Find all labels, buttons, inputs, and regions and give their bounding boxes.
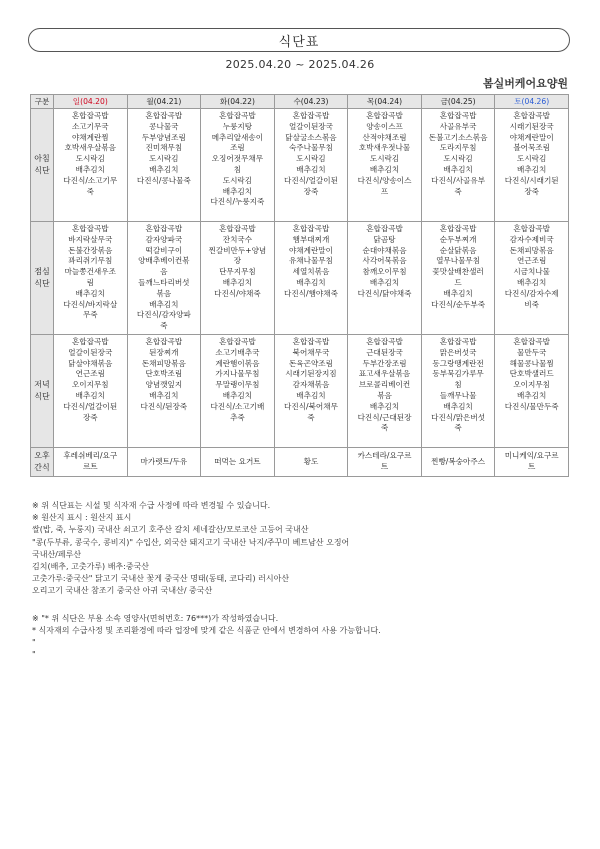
menu-cell [127,448,201,477]
menu-item: 세열치볶음 [292,267,330,277]
menu-item: 황도 [303,456,319,466]
menu-item: 추죽 [230,412,245,422]
menu-cell [54,335,128,448]
menu-cell [201,448,275,477]
menu-item: 배추김치 [149,164,179,174]
menu-item: 가지나물무침 [215,369,260,379]
row-label-line: 아침 [34,154,50,163]
menu-item: 죽 [86,186,94,196]
menu-item: 떡갈비구이 [145,245,183,255]
menu-item: 들깨느타리버섯 [138,277,190,287]
menu-item: 다진식/순두부죽 [431,299,486,309]
menu-item: 시래기된장지짐 [285,369,337,379]
footer-line: " [32,650,36,659]
menu-item: 배추김치 [517,277,547,287]
menu-cell [348,448,422,477]
menu-item: 북어채무국 [292,347,330,357]
menu-item: 혼합잡곡밥 [366,337,403,346]
menu-item: 혼합잡곡밥 [513,224,551,233]
menu-item: 계란햄이볶음 [215,358,260,368]
menu-item: 트 [528,462,536,471]
menu-item: 배추김치 [222,186,253,196]
menu-item: 배추김치 [369,401,400,411]
menu-item: 동부묵김가루무 [432,369,484,379]
menu-item: 다진식/된장죽 [140,401,188,411]
menu-item: 브로콜리베이컨 [358,380,411,390]
menu-item: 혼합잡곡밥 [71,111,109,120]
menu-item: 연근조림 [75,369,105,379]
note-line: 오리고기 국내산 참조기 중국산 아귀 국내산/ 중국산 [32,586,213,596]
menu-item: 혼합잡곡밥 [145,111,183,120]
menu-item: 혼합잡곡밥 [219,224,256,233]
menu-item: 찐빵/복숭아주스 [431,456,486,466]
table-header-row [31,95,569,109]
menu-item: 마가렛트/두유 [140,456,188,466]
menu-cell [421,448,495,477]
menu-item: 배추김치 [75,288,105,298]
menu-item: 혼합잡곡밥 [145,224,183,233]
menu-item: 감자양파국 [145,234,183,244]
day-header-1: 월(04.21) [127,95,201,109]
menu-item: 다진식/얼갈이된 [63,401,118,411]
menu-item: 얼갈이된장국 [68,347,113,357]
menu-item: 야채계란찜 [71,132,109,142]
menu-item: 배추김치 [149,390,179,400]
note-line: ※ 위 식단표는 시설 및 식자재 수급 사정에 따라 변경될 수 있습니다. [32,501,271,510]
menu-item: 혼합잡곡밥 [219,337,256,346]
table-row [31,109,569,222]
menu-item: 진미채무침 [145,143,183,153]
day-header-5: 금(04.25) [421,95,495,109]
menu-item: 혼합잡곡밥 [366,111,403,120]
menu-item: 다진식/야채죽 [214,288,261,298]
row-label-line: 저녁 [34,380,50,389]
menu-item: 배추김치 [517,390,547,400]
menu-item: 죽 [160,321,168,331]
menu-item: 닭살굴소스볶음 [285,132,337,142]
menu-item: 혼합잡곡밥 [145,337,183,346]
menu-item: 잔치국수 [222,234,253,244]
note-line: 국내산/페루산 [32,549,82,559]
menu-item: 오이지무침 [513,380,551,390]
menu-item: 표고새우살볶음 [358,369,411,379]
menu-item: 도시락김 [222,175,253,185]
menu-item: 혼합잡곡밥 [292,224,330,233]
menu-item: 소고기무국 [71,121,109,131]
menu-item: 다진식/햄야채죽 [284,288,338,298]
menu-item: 침 [454,380,462,390]
corner-header: 구분 [31,95,54,109]
menu-item: 배추김치 [222,277,253,287]
menu-item: 찐갈비만두+양념 [208,245,267,255]
menu-item: 오징어젓무채무 [211,154,264,164]
day-header-2: 화(04.22) [201,95,275,109]
menu-item: 콩나물국 [149,121,179,131]
row-label [31,109,54,222]
menu-item: 장죽 [303,186,319,196]
menu-item: 배추김치 [443,164,473,174]
menu-item: 도시락김 [369,154,400,164]
row-label-line: 오후 [34,451,50,460]
menu-item: 꽃맛살배찬샐러 [432,267,484,277]
menu-item: 카스테라/요구르 [357,451,412,461]
menu-item: 배추김치 [296,164,326,174]
page-title: 식단표 [278,34,320,50]
menu-item: 도시락김 [517,154,547,164]
menu-item: 볶음 [156,288,172,298]
menu-item: 메추리알새송이 [211,132,264,142]
note-line: ※ 원산지 표시 : 원산지 표시 [32,513,132,523]
footer-line: ※ "* 위 식단은 부용 소속 영양사(면허번호: 76***)가 작성하였습니다. [32,614,279,623]
menu-item: 프 [380,186,389,196]
menu-cell [274,335,348,448]
menu-item: 숙주나물무침 [288,143,333,153]
menu-item: 도시락김 [296,154,326,164]
menu-item: 장죽 [82,412,98,422]
menu-cell [54,222,128,335]
menu-item: 혼합잡곡밥 [219,111,256,120]
menu-item: 후레쉬베리/요구 [63,451,118,461]
menu-item: 트 [380,462,389,471]
menu-cell [127,222,201,335]
menu-item: 누룽지탕 [222,121,253,131]
menu-item: 산적야채조림 [362,132,407,142]
menu-item: 배추김치 [222,390,253,400]
menu-item: 단무지무침 [219,267,256,277]
table-row [31,448,569,477]
menu-item: 시금치나물 [513,267,551,277]
menu-item: 다진식/물만두죽 [504,401,559,411]
menu-item: 사각어묵볶음 [362,256,407,266]
menu-item: 혼합잡곡밥 [439,111,477,120]
menu-item: 열무나물무침 [436,256,481,266]
day-header-6: 토(04.26) [495,95,569,109]
row-label-line: 간식 [34,463,50,472]
menu-item: 사골유부국 [439,121,477,131]
menu-item: 혼합잡곡밥 [513,111,551,120]
menu-item: 도시락김 [443,154,473,164]
menu-item: 도라지무침 [439,143,477,153]
menu-item: 마늘쫑건새우조 [64,267,116,277]
menu-item: 다진식/감자수제 [504,288,559,298]
menu-item: 혼합잡곡밥 [71,224,109,233]
menu-item: 무죽 [82,310,98,320]
menu-item: 죽 [307,412,315,422]
menu-item: 돈육곤약조림 [288,358,333,368]
menu-item: 다진식/북어채무 [284,401,338,411]
menu-item: 들깨무나물 [439,390,477,400]
menu-cell [421,222,495,335]
menu-table [30,94,569,477]
menu-cell [495,109,569,222]
menu-item: 꽈리쥐기무침 [68,256,113,266]
menu-item: 소고기배추국 [215,347,260,357]
menu-item: 바지락살무국 [68,234,113,244]
menu-cell [348,335,422,448]
menu-item: 감자채볶음 [292,380,330,390]
menu-item: 다진식/소고기무 [63,175,118,185]
day-header-0: 일(04.20) [54,95,128,109]
menu-item: 혼합잡곡밥 [513,337,551,346]
menu-item: 배추김치 [517,164,547,174]
table-row [31,222,569,335]
menu-item: 죽 [454,423,462,433]
table-body [31,109,569,477]
menu-cell [201,109,275,222]
menu-item: 두부양념조림 [141,132,186,142]
menu-item: 혼합잡곡밥 [439,337,477,346]
menu-item: 미니케익/요구르 [504,451,559,461]
menu-item: 림 [86,277,94,287]
menu-item: 된장찌개 [149,347,179,357]
menu-item: 순두부찌개 [439,234,477,244]
day-header-3: 수(04.23) [274,95,348,109]
row-label-line: 식단 [34,392,50,401]
menu-item: 볼어묵조림 [513,143,551,153]
menu-item: 두부간장조림 [362,358,407,368]
menu-item: 다진식/얼갈이된 [284,175,338,185]
menu-item: 조림 [230,143,245,153]
menu-item: 다진식/바지락살 [63,299,118,309]
menu-item: 다진식/닭야채죽 [357,288,412,298]
menu-item: 돈채피망볶음 [509,245,554,255]
menu-item: 배추김치 [75,390,105,400]
menu-item: 양념깻잎지 [145,380,183,390]
menu-item: 연근조림 [517,256,547,266]
menu-item: 혼합잡곡밥 [71,337,109,346]
menu-item: 양송이스프 [366,121,403,131]
menu-item: 도시락김 [75,154,105,164]
footer-notes [32,613,572,661]
date-period: 2025.04.20 ~ 2025.04.26 [225,58,375,71]
menu-item: 햄부대찌개 [292,234,330,244]
menu-item: 돈채피망볶음 [141,358,186,368]
menu-cell [421,109,495,222]
row-label [31,448,54,477]
menu-item: 죽 [380,423,389,433]
menu-item: 얼갈이된장국 [288,121,333,131]
menu-item: 음 [160,267,168,277]
menu-item: 장죽 [524,186,540,196]
menu-item: 호박새우젓나물 [358,143,411,153]
menu-item: 참깨오이무침 [362,267,407,277]
facility-name: 봄실버케어요양원 [482,77,568,90]
menu-item: 순대야채볶음 [362,245,407,255]
menu-item: 볶음 [377,390,392,400]
menu-item: 다진식/시래기된 [504,175,559,185]
menu-item: 순살닭볶음 [439,245,477,255]
notes-section [32,500,572,598]
menu-item: 감자수제비국 [509,234,554,244]
menu-item: 배추김치 [149,299,179,309]
menu-cell [127,335,201,448]
menu-item: 혼합잡곡밥 [292,111,330,120]
menu-item: 유채나물무침 [288,256,333,266]
menu-item: 단호박샐러드 [509,369,554,379]
menu-cell [495,222,569,335]
menu-item: 혼합잡곡밥 [366,224,403,233]
menu-item: 도시락김 [149,154,179,164]
menu-cell [495,448,569,477]
note-line: 쌀(밥, 죽, 누룽지) 국내산 쇠고기 호주산 갈치 세네갈산/모로코산 고등어 국내산 [32,525,309,535]
menu-item: 시래기된장국 [509,121,554,131]
menu-item: 호박새우살볶음 [64,143,116,153]
menu-cell [54,448,128,477]
menu-cell [127,109,201,222]
menu-cell [348,222,422,335]
menu-cell [348,109,422,222]
menu-item: 단호박조림 [145,369,183,379]
note-line: 김치(배추, 고춧가루) 배추:중국산 [32,562,150,572]
menu-item: 돈불간장볶음 [68,245,113,255]
menu-item: 배추김치 [75,164,105,174]
menu-item: 르트 [82,462,98,471]
menu-item: 배추김치 [443,401,473,411]
menu-item: 해물콩나물찜 [509,358,554,368]
row-label [31,222,54,335]
menu-item: 물만두국 [517,347,547,357]
menu-item: 근대된장국 [366,347,403,357]
menu-item: 동그랑땡계란전 [432,358,484,368]
menu-item: 다진식/사골유부 [431,175,486,185]
menu-item: 비죽 [524,299,540,309]
menu-item: 다진식/근대된장 [357,412,412,422]
menu-item: 다진식/맑은버섯 [431,412,486,422]
menu-item: 드 [454,277,462,287]
menu-item: 배추김치 [296,390,326,400]
menu-item: 죽 [454,186,462,196]
menu-item: 양배추베이컨볶 [138,256,190,266]
note-line: 고춧가루:중국산" 닭고기 국내산 꽃게 중국산 명태(동태, 코다리) 러시아산 [32,574,290,584]
menu-item: 야채계란말이 [288,245,333,255]
title-banner [28,28,570,52]
menu-cell [421,335,495,448]
menu-item: 야채계란말이 [509,132,554,142]
menu-item: 닭살야채볶음 [68,358,113,368]
menu-cell [54,109,128,222]
row-label-line: 식단 [34,166,50,175]
table-row [31,335,569,448]
menu-item: 돈불고기소스볶음 [428,132,488,142]
menu-item: 맑은버섯국 [439,347,477,357]
row-label [31,335,54,448]
menu-item: 다진식/누룽지죽 [210,197,265,207]
menu-item: 혼합잡곡밥 [439,224,477,233]
menu-item: 배추김치 [369,277,400,287]
row-label-line: 점심 [34,267,50,276]
row-label-line: 식단 [34,279,50,288]
day-header-4: 목(04.24) [348,95,422,109]
menu-item: 다진식/콩나물죽 [136,175,191,185]
menu-item: 장 [233,256,242,266]
menu-item: 배추김치 [296,277,326,287]
menu-item: 다진식/양송이스 [357,175,412,185]
footer-line: * 식자재의 수급사정 및 조리환경에 따라 업장에 맞게 같은 식품군 안에서 변경하여 사용 가능합니다. [32,626,381,635]
menu-item: 오이지무침 [71,380,109,390]
menu-item: 무말랭이무침 [215,380,260,390]
menu-cell [201,335,275,448]
menu-item: 다진식/소고기배 [210,401,265,411]
menu-cell [274,109,348,222]
menu-item: 침 [233,164,242,174]
menu-item: 배추김치 [443,288,473,298]
menu-item: 배추김치 [369,164,400,174]
note-line: "콩(두부류, 콩국수, 콩비지)" 수입산, 외국산 돼지고기 국내산 낙지/주꾸미 베트남산 오징어 [32,537,350,547]
menu-cell [274,448,348,477]
footer-line: " [32,638,36,647]
menu-item: 닭곰탕 [373,234,396,244]
menu-cell [201,222,275,335]
menu-cell [274,222,348,335]
menu-item: 떠먹는 요거트 [214,456,261,466]
menu-cell [495,335,569,448]
menu-item: 다진식/감자양파 [136,310,191,320]
menu-item: 혼합잡곡밥 [292,337,330,346]
